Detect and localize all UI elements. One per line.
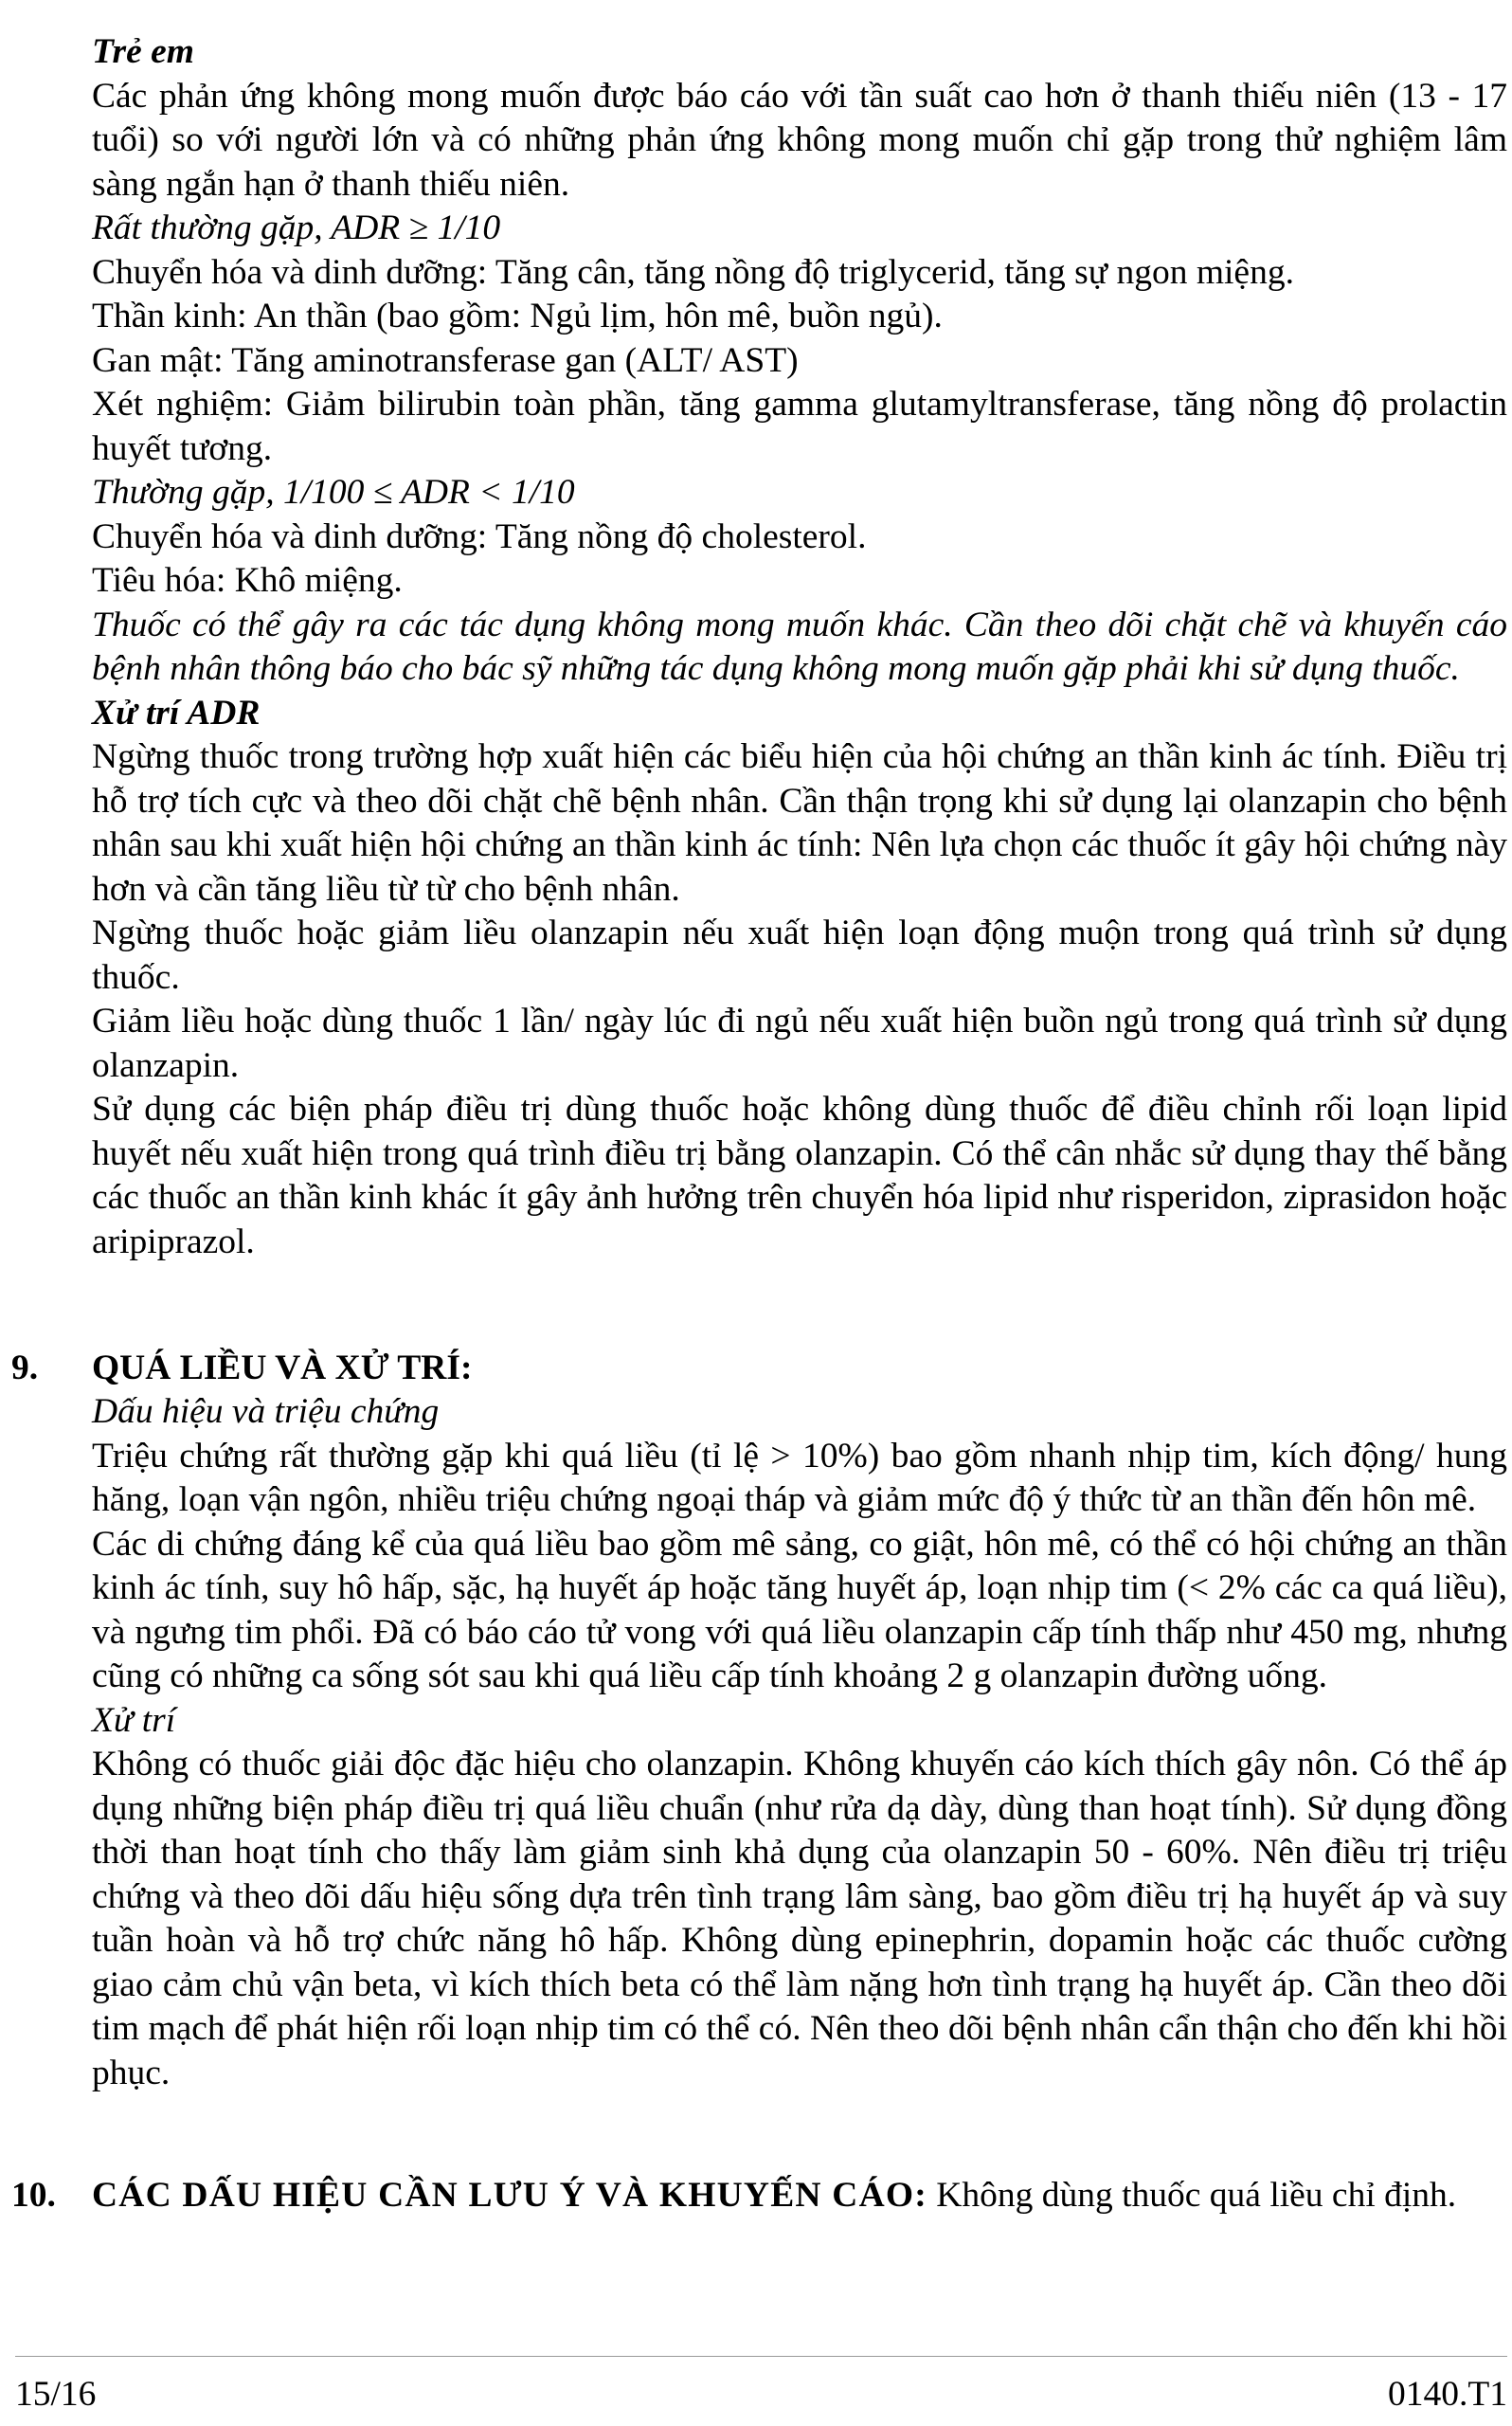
treatment-paragraph: Không có thuốc giải độc đặc hiệu cho olanzapin. Không khuyến cáo kích thích gây nôn. Có thể áp dụng những biện pháp điều trị quá liều chuẩn (như rửa dạ dày, dùng than hoạt tính). Sử dụng đồng thời than hoạt tính cho thấy làm giảm sinh khả dụng của olanzapin 50 - 60%. Nên điều trị triệu chứng và theo dõi dấu hiệu sống dựa trên tình trạng lâm sàng, bao gồm điều trị hạ huyết áp và suy tuần hoàn và hỗ trợ chức năng hô hấp. Không dùng epinephrin, dopamin hoặc các thuốc cường giao cảm chủ vận beta, vì kích thích beta có thể làm nặng hơn tình trạng hạ huyết áp. Cần theo dõi tim mạch để phát hiện rối loạn nhịp tim có thể có. Nên theo dõi bệnh nhân cẩn thận cho đến khi hồi phục. [92,1745,1507,2092]
adr-management-paragraph: Sử dụng các biện pháp điều trị dùng thuốc hoặc không dùng thuốc để điều chỉnh rối loạn lipid huyết nếu xuất hiện trong quá trình điều trị bằng olanzapin. Có thể cân nhắc sử dụng thay thế bằng các thuốc an thần kinh khác ít gây ảnh hưởng trên chuyển hóa lipid như risperidon, ziprasidon hoặc aripiprazol. [92,1090,1507,1261]
very-common-item: Chuyển hóa và dinh dưỡng: Tăng cân, tăng nồng độ triglycerid, tăng sự ngon miệng. [92,252,1294,292]
common-heading: Thường gặp, 1/100 ≤ ADR < 1/10 [92,473,575,512]
adr-note: Thuốc có thể gây ra các tác dụng không mong muốn khác. Cần theo dõi chặt chẽ và khuyến cáo bệnh nhân thông báo cho bác sỹ những tác dụng không mong muốn gặp phải khi sử dụng thuốc. [92,605,1507,688]
section-9-number: 9. [11,1349,39,1387]
section-10-number: 10. [11,2176,56,2215]
treatment-heading: Xử trí [92,1700,176,1740]
footer-divider [15,2356,1507,2357]
section-10 [11,2174,1507,2218]
adr-management-paragraph: Ngừng thuốc trong trường hợp xuất hiện các biểu hiện của hội chứng an thần kinh ác tính. Điều trị hỗ trợ tích cực và theo dõi chặt chẽ bệnh nhân. Cần thận trọng khi sử dụng lại olanzapin cho bệnh nhân sau khi xuất hiện hội chứng an thần kinh ác tính: Nên lựa chọn các thuốc ít gây hội chứng này hơn và cần tăng liều từ từ cho bệnh nhân. [92,737,1507,909]
very-common-item: Thần kinh: An thần (bao gồm: Ngủ lịm, hôn mê, buồn ngủ). [92,297,943,335]
section-9-heading [11,1347,1507,1390]
very-common-heading: Rất thường gặp, ADR ≥ 1/10 [92,208,501,247]
signs-paragraph: Các di chứng đáng kể của quá liều bao gồm mê sảng, co giật, hôn mê, có thể có hội chứng an thần kinh ác tính, suy hô hấp, sặc, hạ huyết áp hoặc tăng huyết áp, loạn nhịp tim (< 2% các ca quá liều), và ngưng tim phổi. Đã có báo cáo tử vong với quá liều olanzapin cấp tính thấp như 450 mg, nhưng cũng có những ca sống sót sau khi quá liều cấp tính khoảng 2 g olanzapin đường uống. [92,1524,1507,1695]
common-item: Tiêu hóa: Khô miệng. [92,561,403,600]
section-10-body: Không dùng thuốc quá liều chỉ định. [927,2176,1457,2215]
common-item: Chuyển hóa và dinh dưỡng: Tăng nồng độ cholesterol. [92,516,867,556]
adr-management-heading: Xử trí ADR [92,693,261,733]
document-code: 0140.T1 [1387,2375,1507,2414]
section-10-title: CÁC DẤU HIỆU CẦN LƯU Ý VÀ KHUYẾN CÁO: [92,2176,927,2215]
section-10-text [11,2174,1507,2218]
children-intro: Các phản ứng không mong muốn được báo cáo với tần suất cao hơn ở thanh thiếu niên (13 - 17 tuổi) so với người lớn và có những phản ứng không mong muốn chỉ gặp trong thử nghiệm lâm sàng ngắn hạn ở thanh thiếu niên. [92,76,1507,204]
overdose-block [92,1390,1507,2095]
adr-management-paragraph: Ngừng thuốc hoặc giảm liều olanzapin nếu xuất hiện loạn động muộn trong quá trình sử dụng thuốc. [92,914,1507,997]
children-heading: Trẻ em [92,32,194,71]
adverse-reactions-block [92,30,1507,1264]
adr-management-paragraph: Giảm liều hoặc dùng thuốc 1 lần/ ngày lúc đi ngủ nếu xuất hiện buồn ngủ trong quá trình sử dụng olanzapin. [92,1002,1507,1085]
very-common-item: Gan mật: Tăng aminotransferase gan (ALT/ AST) [92,340,799,380]
very-common-item: Xét nghiệm: Giảm bilirubin toàn phần, tăng gamma glutamyltransferase, tăng nồng độ prolactin huyết tương. [92,385,1507,468]
signs-paragraph: Triệu chứng rất thường gặp khi quá liều (tỉ lệ > 10%) bao gồm nhanh nhịp tim, kích động/ hung hăng, loạn vận ngôn, nhiều triệu chứng ngoại tháp và giảm mức độ ý thức từ an thần đến hôn mê. [92,1436,1507,1519]
section-9-title: QUÁ LIỀU VÀ XỬ TRÍ: [92,1349,473,1387]
page-number: 15/16 [15,2375,97,2414]
signs-heading: Dấu hiệu và triệu chứng [92,1392,440,1431]
